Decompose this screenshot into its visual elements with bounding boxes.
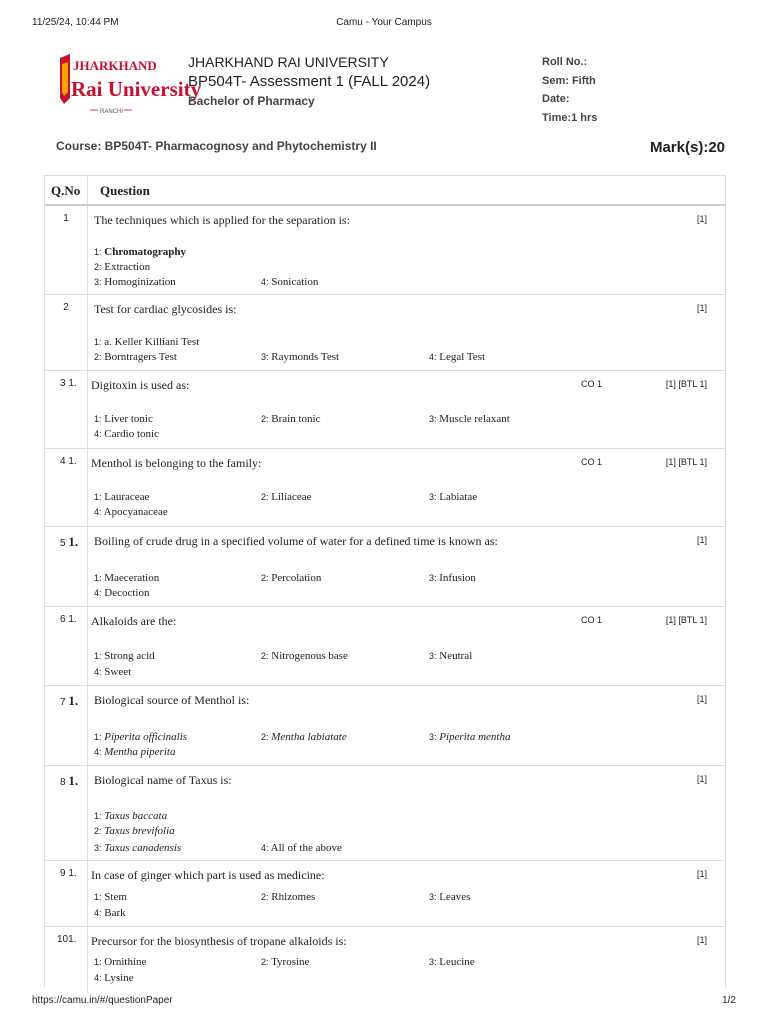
option: 3: Infusion xyxy=(429,572,476,584)
print-header xyxy=(32,17,736,31)
question-marks: [1] xyxy=(696,535,707,545)
program-name: Bachelor of Pharmacy xyxy=(188,94,315,108)
option: 1: Chromatography xyxy=(94,246,186,258)
option: 3: Neutral xyxy=(429,650,473,662)
column-header-question: Question xyxy=(100,183,150,198)
option: 4: Mentha piperita xyxy=(94,746,176,758)
logo-text-line3: RANCHI xyxy=(100,109,124,115)
question-number: 8 1. xyxy=(60,773,79,788)
option: 4: Sweet xyxy=(94,666,132,678)
option: 1: Taxus baccata xyxy=(94,810,168,822)
total-marks: Mark(s):20 xyxy=(649,139,725,156)
question-number: 9 1. xyxy=(60,868,77,879)
question-number: 2 xyxy=(63,302,69,313)
question-text: Test for cardiac glycosides is: xyxy=(94,302,237,316)
university-name: JHARKHAND RAI UNIVERSITY xyxy=(188,54,389,70)
exam-date: Date: xyxy=(542,93,570,105)
question-marks: [1] xyxy=(696,935,707,945)
column-header-qno: Q.No xyxy=(51,183,81,198)
question-text: Menthol is belonging to the family: xyxy=(91,456,262,470)
question-row xyxy=(45,449,725,527)
semester: Sem: Fifth xyxy=(542,74,596,87)
option: 3: Homoginization xyxy=(94,276,176,288)
option: 3: Raymonds Test xyxy=(261,351,340,363)
question-text: Digitoxin is used as: xyxy=(91,378,190,392)
question-marks: [1] [BTL 1] xyxy=(665,615,707,625)
option: 2: Nitrogenous base xyxy=(261,650,348,662)
question-marks: [1] [BTL 1] xyxy=(665,379,707,389)
question-row xyxy=(45,371,725,449)
table-header xyxy=(45,176,725,206)
exam-meta xyxy=(542,53,597,127)
option: 2: Liliaceae xyxy=(261,491,312,503)
option: 2: Tyrosine xyxy=(261,956,310,968)
question-text: The techniques which is applied for the separation is: xyxy=(94,213,350,227)
question-row xyxy=(45,927,725,993)
course-name: Course: BP504T- Pharmacognosy and Phytochemistry II xyxy=(56,139,377,153)
option: 4: All of the above xyxy=(261,842,342,854)
option: 3: Piperita mentha xyxy=(429,731,511,743)
question-row xyxy=(45,527,725,607)
question-row xyxy=(45,607,725,686)
question-row xyxy=(45,686,725,766)
option: 2: Borntragers Test xyxy=(94,351,177,363)
print-footer xyxy=(32,995,736,1009)
question-marks: [1] xyxy=(696,869,707,879)
option: 2: Mentha labiatate xyxy=(261,731,347,743)
question-text: Biological source of Menthol is: xyxy=(94,693,250,707)
print-timestamp: 11/25/24, 10:44 PM xyxy=(32,17,119,28)
question-marks: [1] xyxy=(696,694,707,704)
question-text: Precursor for the biosynthesis of tropane alkaloids is: xyxy=(91,934,347,948)
logo-text-line2: Rai University xyxy=(71,77,202,101)
option: 4: Bark xyxy=(94,907,126,919)
option: 3: Leaves xyxy=(429,891,471,903)
question-row xyxy=(45,861,725,927)
question-marks: [1] xyxy=(696,303,707,313)
option: 3: Labiatae xyxy=(429,491,478,503)
option: 3: Leucine xyxy=(429,956,475,968)
option: 2: Brain tonic xyxy=(261,413,321,425)
logo-text-line1: JHARKHAND xyxy=(73,58,157,73)
option: 3: Muscle relaxant xyxy=(429,413,510,425)
option: 1: Piperita officinalis xyxy=(94,731,188,743)
question-table xyxy=(44,175,726,987)
option: 3: Taxus canadensis xyxy=(94,842,182,854)
question-marks: [1] xyxy=(696,774,707,784)
question-row xyxy=(45,766,725,861)
option: 1: Liver tonic xyxy=(94,413,153,425)
exam-title: BP504T- Assessment 1 (FALL 2024) xyxy=(188,73,431,90)
print-page-title: Camu - Your Campus xyxy=(336,17,432,28)
course-outcome: CO 1 xyxy=(581,379,603,389)
option: 4: Cardio tonic xyxy=(94,428,159,440)
option: 2: Rhizomes xyxy=(261,891,316,903)
question-text: In case of ginger which part is used as medicine: xyxy=(91,868,325,882)
question-number: 3 1. xyxy=(60,378,77,389)
course-outcome: CO 1 xyxy=(581,615,603,625)
page-url: https://camu.in/#/questionPaper xyxy=(32,995,173,1006)
page-number: 1/2 xyxy=(722,995,736,1006)
option: 4: Legal Test xyxy=(429,351,486,363)
university-logo xyxy=(56,52,202,120)
option: 4: Decoction xyxy=(94,587,150,599)
question-text: Biological name of Taxus is: xyxy=(94,773,232,787)
course-outcome: CO 1 xyxy=(581,457,603,467)
roll-no: Roll No.: xyxy=(542,56,588,68)
question-marks: [1] xyxy=(696,214,707,224)
question-row xyxy=(45,206,725,295)
option: 2: Taxus brevifolia xyxy=(94,825,175,837)
question-number: 1 xyxy=(63,213,69,224)
option: 4: Sonication xyxy=(261,276,319,288)
question-number: 6 1. xyxy=(60,614,77,625)
option: 1: Maeceration xyxy=(94,572,160,584)
question-number: 5 1. xyxy=(60,534,79,549)
question-number: 4 1. xyxy=(60,456,77,467)
option: 2: Percolation xyxy=(261,572,322,584)
question-text: Alkaloids are the: xyxy=(91,614,177,628)
question-text: Boiling of crude drug in a specified volume of water for a defined time is known as: xyxy=(94,534,498,548)
exam-time: Time:1 hrs xyxy=(542,111,598,124)
option: 4: Apocyanaceae xyxy=(94,506,168,518)
question-marks: [1] [BTL 1] xyxy=(665,457,707,467)
option: 1: Stem xyxy=(94,891,127,903)
option: 1: a. Keller Killiani Test xyxy=(94,336,200,348)
option: 1: Lauraceae xyxy=(94,491,150,503)
question-number: 7 1. xyxy=(60,693,79,708)
option: 1: Ornithine xyxy=(94,956,147,968)
option: 1: Strong acid xyxy=(94,650,155,662)
option: 2: Extraction xyxy=(94,261,151,273)
question-row xyxy=(45,295,725,371)
question-number: 101. xyxy=(57,934,77,945)
option: 4: Lysine xyxy=(94,972,134,984)
